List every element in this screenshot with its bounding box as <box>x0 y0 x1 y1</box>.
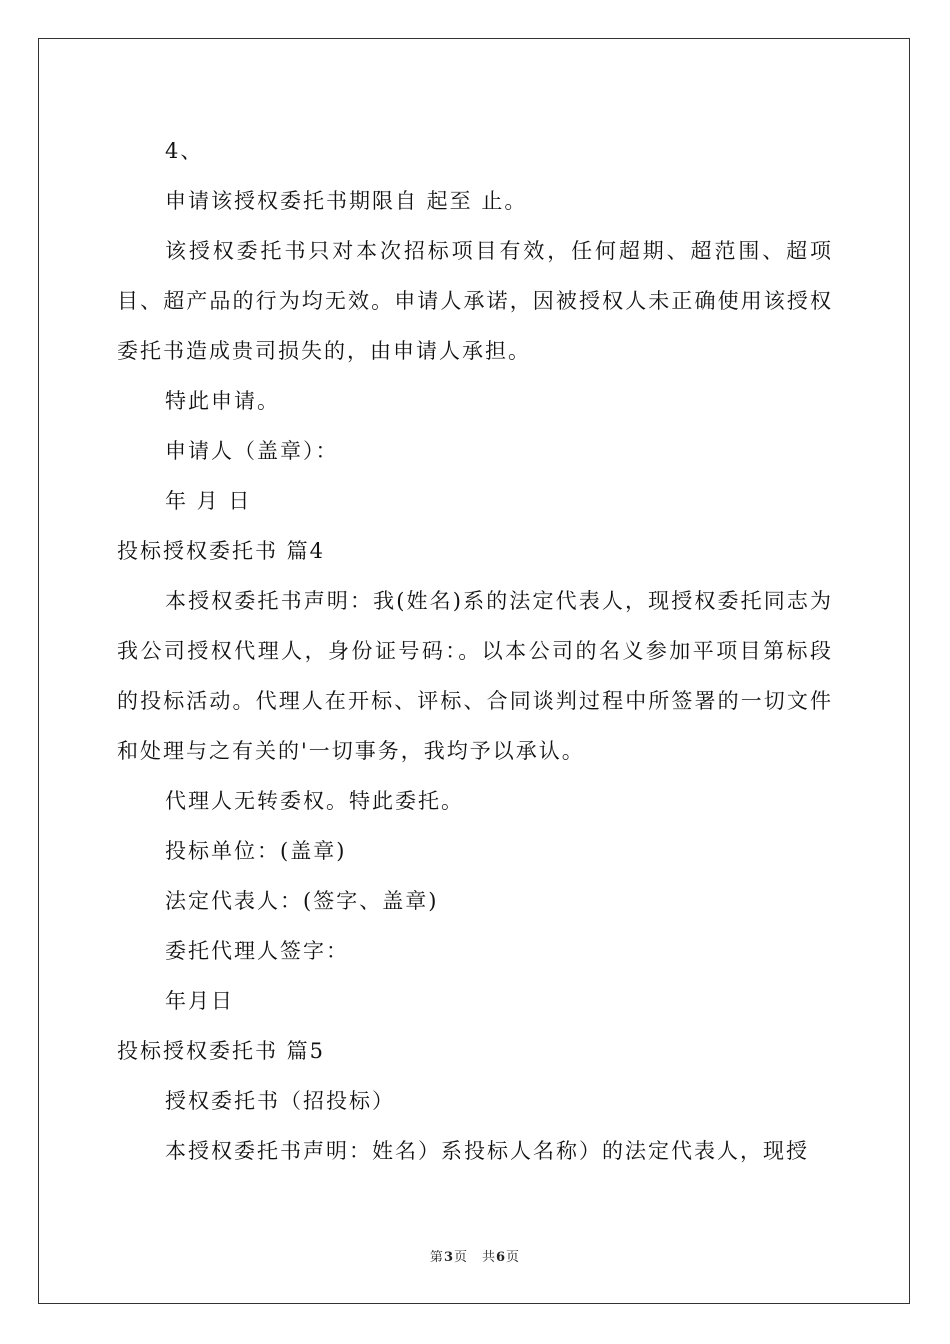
section-heading: 投标授权委托书 篇5 <box>117 1039 326 1063</box>
paragraph: 投标单位：(盖章) <box>165 839 347 863</box>
footer-prefix: 第 <box>429 1250 444 1265</box>
page-footer <box>0 1246 950 1265</box>
footer-suffix: 页 <box>506 1250 521 1265</box>
total-page-count: 6 <box>496 1250 507 1265</box>
paragraph: 年月日 <box>165 989 234 1013</box>
paragraph: 本授权委托书声明：我(姓名)系的法定代表人，现授权委托同志为我公司授权代理人，身份证号码：。以本公司的名义参加平项目第标段的投标活动。代理人在开标、评标、合同谈判过程中所签署的一切文件和处理与之有关的'一切事务，我均予以承认。 <box>117 589 833 763</box>
footer-mid: 页 共 <box>453 1250 496 1265</box>
paragraph: 该授权委托书只对本次招标项目有效，任何超期、超范围、超项目、超产品的行为均无效。申请人承诺，因被授权人未正确使用该授权委托书造成贵司损失的，由申请人承担。 <box>117 239 833 363</box>
paragraph: 授权委托书（招投标） <box>165 1089 395 1113</box>
paragraph: 代理人无转委权。特此委托。 <box>165 789 464 813</box>
document-body <box>117 126 833 1176</box>
paragraph: 委托代理人签字： <box>165 939 349 963</box>
paragraph: 本授权委托书声明：姓名）系投标人名称）的法定代表人，现授 <box>165 1139 809 1163</box>
paragraph: 法定代表人：(签字、盖章) <box>165 889 439 913</box>
current-page-number: 3 <box>443 1250 454 1265</box>
paragraph: 申请该授权委托书期限自 起至 止。 <box>165 189 528 213</box>
paragraph: 特此申请。 <box>165 389 280 413</box>
section-heading: 投标授权委托书 篇4 <box>117 539 326 563</box>
paragraph: 年 月 日 <box>165 489 252 513</box>
paragraph: 申请人（盖章）： <box>165 439 339 463</box>
paragraph: 4、 <box>165 139 204 163</box>
